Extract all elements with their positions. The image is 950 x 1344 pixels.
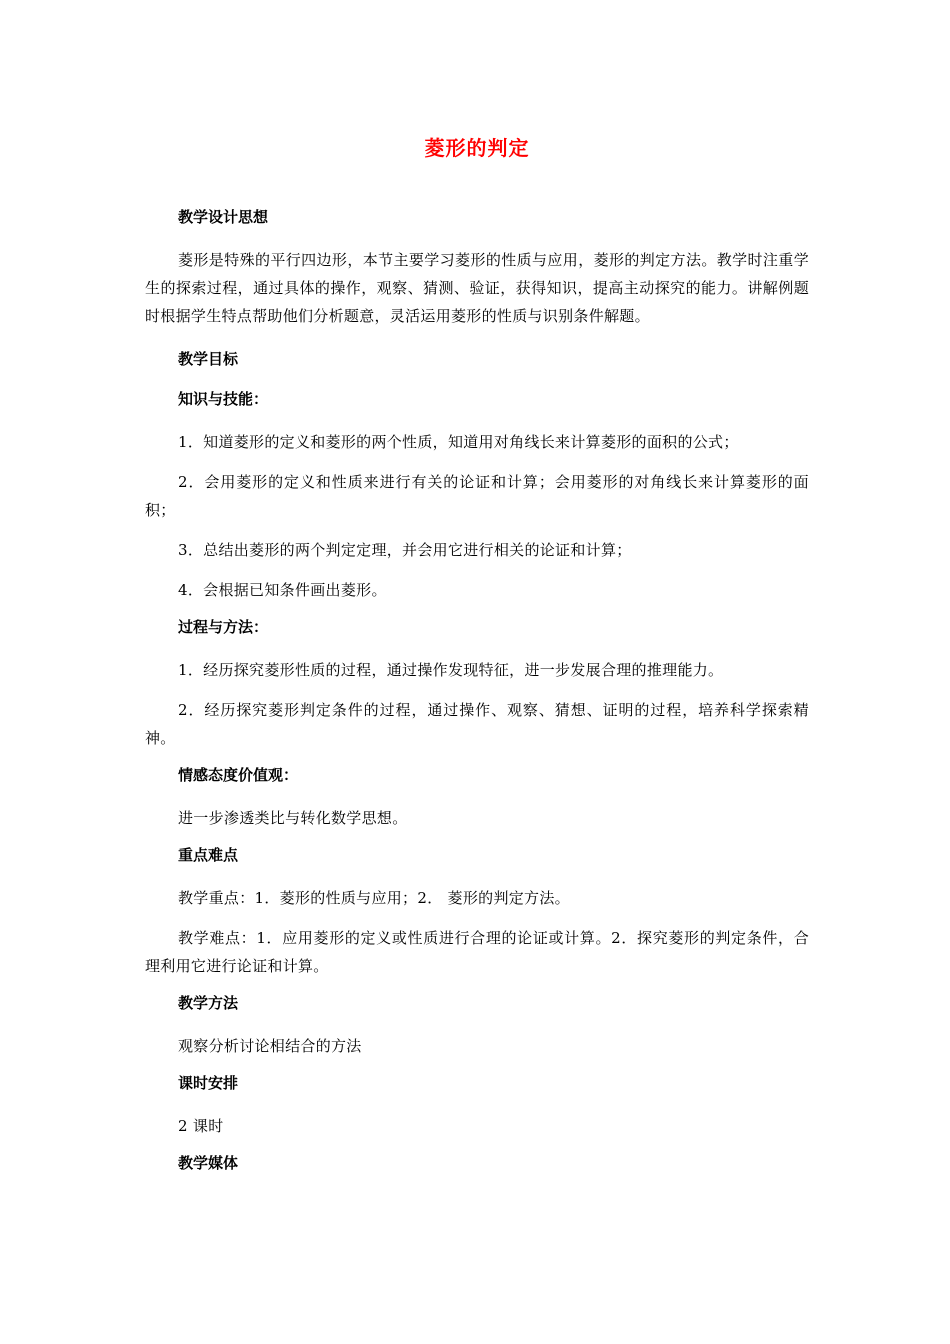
process-item-1: 1．经历探究菱形性质的过程，通过操作发现特征，进一步发展合理的推理能力。 xyxy=(178,661,724,679)
document-title: 菱形的判定 xyxy=(424,136,530,160)
knowledge-item-3: 3．总结出菱形的两个判定定理，并会用它进行相关的论证和计算； xyxy=(178,541,632,559)
section-heading-design: 教学设计思想 xyxy=(178,208,269,226)
section-heading-goals: 教学目标 xyxy=(178,350,239,368)
subheading-process: 过程与方法： xyxy=(178,618,269,636)
section-heading-method: 教学方法 xyxy=(178,994,239,1012)
document-page xyxy=(145,130,809,1192)
section-heading-media: 教学媒体 xyxy=(178,1154,239,1172)
knowledge-item-4: 4．会根据已知条件画出菱形。 xyxy=(178,581,387,599)
schedule-paragraph: 2 课时 xyxy=(178,1117,224,1135)
knowledge-item-2: 2．会用菱形的定义和性质来进行有关的论证和计算；会用菱形的对角线长来计算菱形的面积； xyxy=(145,473,809,519)
subheading-attitude: 情感态度价值观： xyxy=(178,766,299,784)
section-heading-keypoints: 重点难点 xyxy=(178,846,239,864)
difficulty-paragraph: 教学难点：1．应用菱形的定义或性质进行合理的论证或计算。2．探究菱形的判定条件，合理利用它进行论证和计算。 xyxy=(145,929,809,975)
focus-paragraph: 教学重点：1．菱形的性质与应用；2． 菱形的判定方法。 xyxy=(178,889,570,907)
section-heading-schedule: 课时安排 xyxy=(178,1074,239,1092)
process-item-2: 2．经历探究菱形判定条件的过程，通过操作、观察、猜想、证明的过程，培养科学探索精神。 xyxy=(145,701,809,747)
attitude-paragraph: 进一步渗透类比与转化数学思想。 xyxy=(178,809,408,827)
method-paragraph: 观察分析讨论相结合的方法 xyxy=(178,1037,362,1055)
subheading-knowledge: 知识与技能： xyxy=(178,390,269,408)
design-paragraph: 菱形是特殊的平行四边形，本节主要学习菱形的性质与应用，菱形的判定方法。教学时注重学生的探索过程，通过具体的操作，观察、猜测、验证，获得知识，提高主动探究的能力。讲解例题时根据学生特点帮助他们分析题意，灵活运用菱形的性质与识别条件解题。 xyxy=(145,251,809,325)
knowledge-item-1: 1．知道菱形的定义和菱形的两个性质，知道用对角线长来计算菱形的面积的公式； xyxy=(178,433,739,451)
